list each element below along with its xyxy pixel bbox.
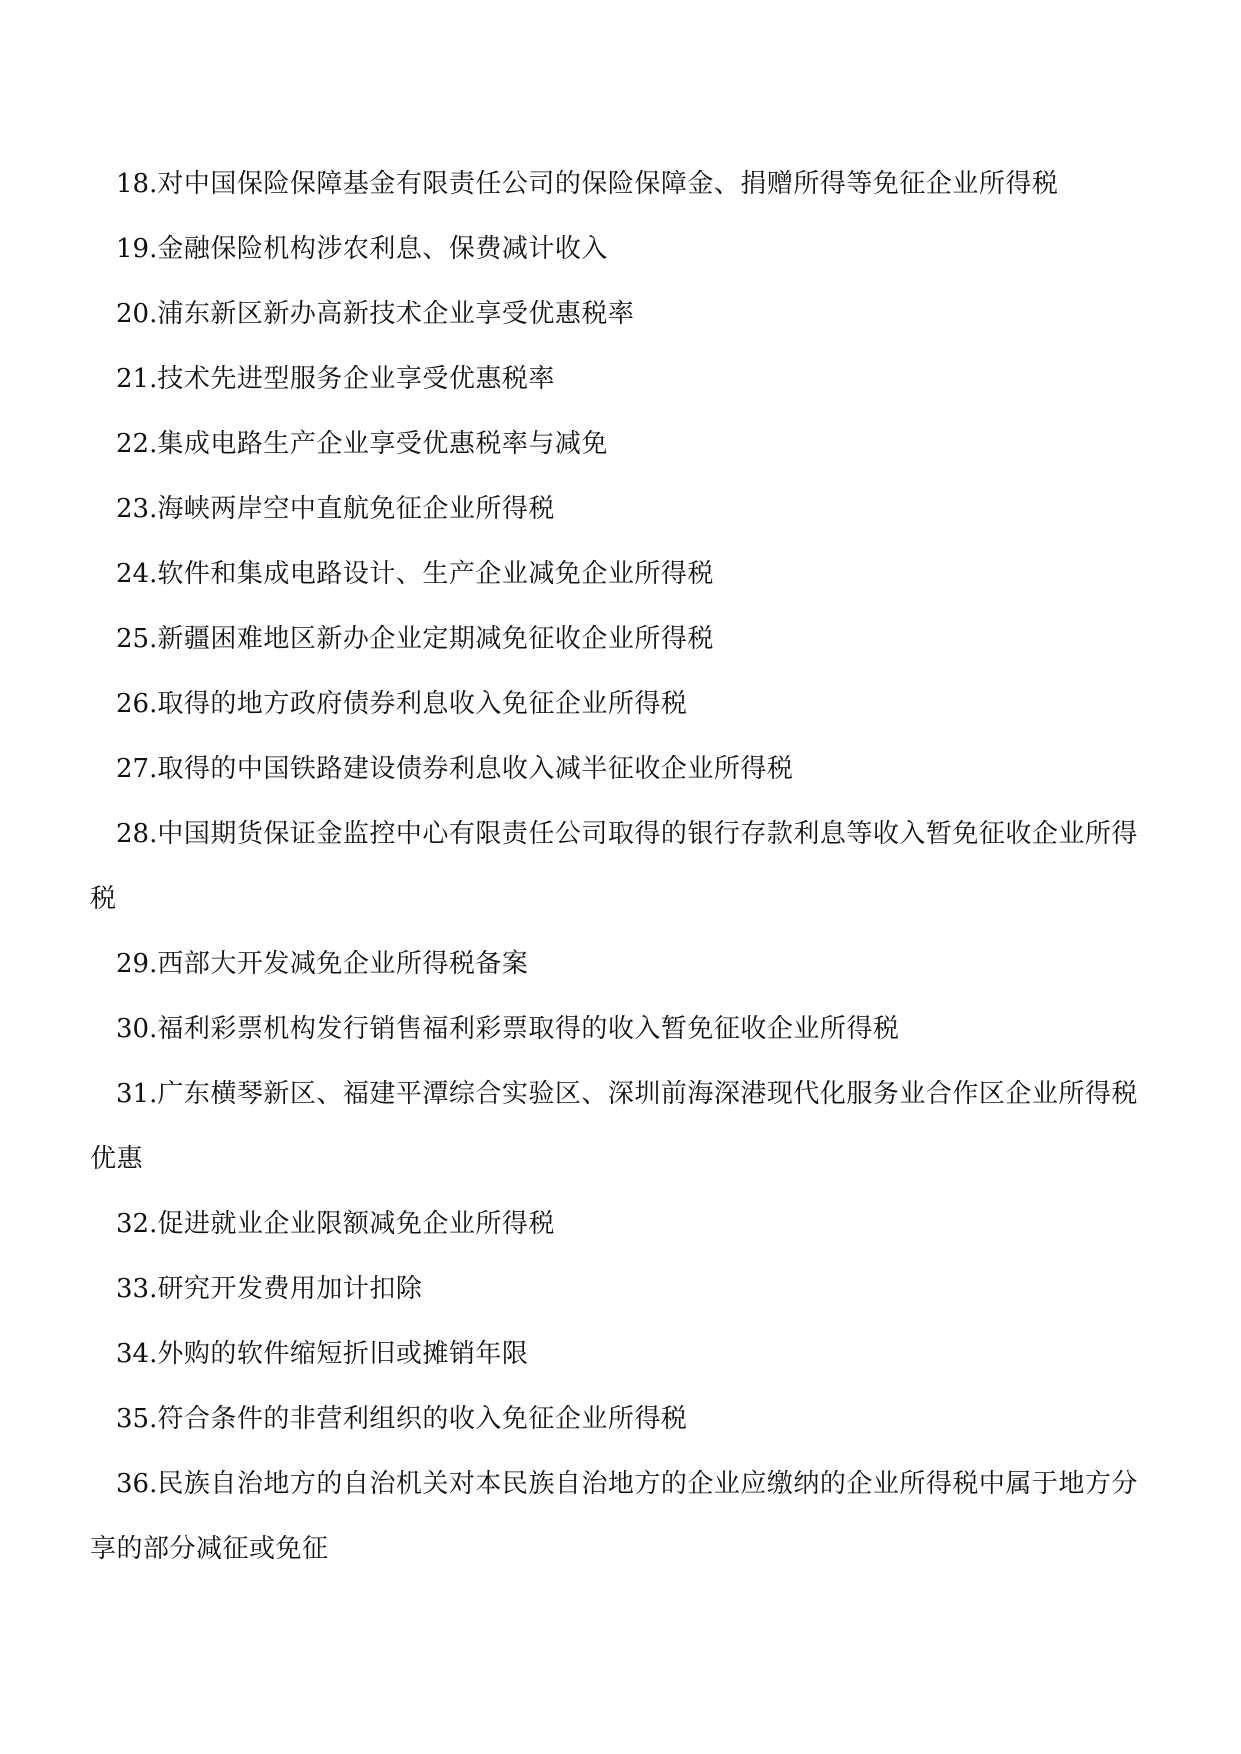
list-item	[90, 282, 1150, 347]
list-item	[90, 412, 1150, 477]
item-number: 21.	[116, 364, 158, 394]
item-text: 集成电路生产企业享受优惠税率与减免	[157, 429, 608, 459]
item-text: 对中国保险保障基金有限责任公司的保险保障金、捐赠所得等免征企业所得税	[157, 169, 1059, 199]
item-number: 34.	[116, 1339, 158, 1369]
item-text: 取得的地方政府债券利息收入免征企业所得税	[157, 689, 688, 719]
item-number: 32.	[116, 1209, 158, 1239]
list-item	[90, 1192, 1150, 1257]
item-text: 广东横琴新区、福建平潭综合实验区、深圳前海深港现代化服务业合作区企业所得税优惠	[90, 1079, 1138, 1174]
list-item	[90, 802, 1150, 932]
item-number: 24.	[116, 559, 158, 589]
item-number: 29.	[116, 949, 158, 979]
list-item	[90, 1452, 1150, 1582]
item-number: 30.	[116, 1014, 158, 1044]
item-number: 36.	[116, 1469, 158, 1499]
item-number: 18.	[116, 169, 158, 199]
item-text: 研究开发费用加计扣除	[157, 1274, 423, 1304]
item-text: 海峡两岸空中直航免征企业所得税	[157, 494, 555, 524]
item-number: 27.	[116, 754, 158, 784]
list-item	[90, 477, 1150, 542]
item-number: 28.	[116, 819, 158, 849]
item-number: 25.	[116, 624, 158, 654]
item-text: 取得的中国铁路建设债券利息收入减半征收企业所得税	[157, 754, 794, 784]
item-text: 促进就业企业限额减免企业所得税	[157, 1209, 555, 1239]
item-number: 31.	[116, 1079, 158, 1109]
item-text: 技术先进型服务企业享受优惠税率	[157, 364, 555, 394]
list-item	[90, 542, 1150, 607]
list-item	[90, 932, 1150, 997]
list-item	[90, 1257, 1150, 1322]
item-number: 26.	[116, 689, 158, 719]
item-number: 35.	[116, 1404, 158, 1434]
item-text: 金融保险机构涉农利息、保费减计收入	[157, 234, 608, 264]
item-text: 新疆困难地区新办企业定期减免征收企业所得税	[157, 624, 714, 654]
policy-list	[90, 152, 1150, 1582]
list-item	[90, 152, 1150, 217]
item-text: 软件和集成电路设计、生产企业减免企业所得税	[157, 559, 714, 589]
item-text: 福利彩票机构发行销售福利彩票取得的收入暂免征收企业所得税	[157, 1014, 900, 1044]
item-text: 外购的软件缩短折旧或摊销年限	[157, 1339, 529, 1369]
item-text: 符合条件的非营利组织的收入免征企业所得税	[157, 1404, 688, 1434]
item-number: 33.	[116, 1274, 158, 1304]
list-item	[90, 217, 1150, 282]
list-item	[90, 607, 1150, 672]
item-text: 西部大开发减免企业所得税备案	[157, 949, 529, 979]
item-number: 19.	[116, 234, 158, 264]
list-item	[90, 1387, 1150, 1452]
list-item	[90, 672, 1150, 737]
item-number: 20.	[116, 299, 158, 329]
list-item	[90, 997, 1150, 1062]
list-item	[90, 1322, 1150, 1387]
item-text: 浦东新区新办高新技术企业享受优惠税率	[157, 299, 635, 329]
list-item	[90, 1062, 1150, 1192]
list-item	[90, 347, 1150, 412]
item-number: 22.	[116, 429, 158, 459]
list-item	[90, 737, 1150, 802]
item-text: 民族自治地方的自治机关对本民族自治地方的企业应缴纳的企业所得税中属于地方分享的部分减征或免征	[90, 1469, 1138, 1564]
item-text: 中国期货保证金监控中心有限责任公司取得的银行存款利息等收入暂免征收企业所得税	[90, 819, 1138, 914]
item-number: 23.	[116, 494, 158, 524]
